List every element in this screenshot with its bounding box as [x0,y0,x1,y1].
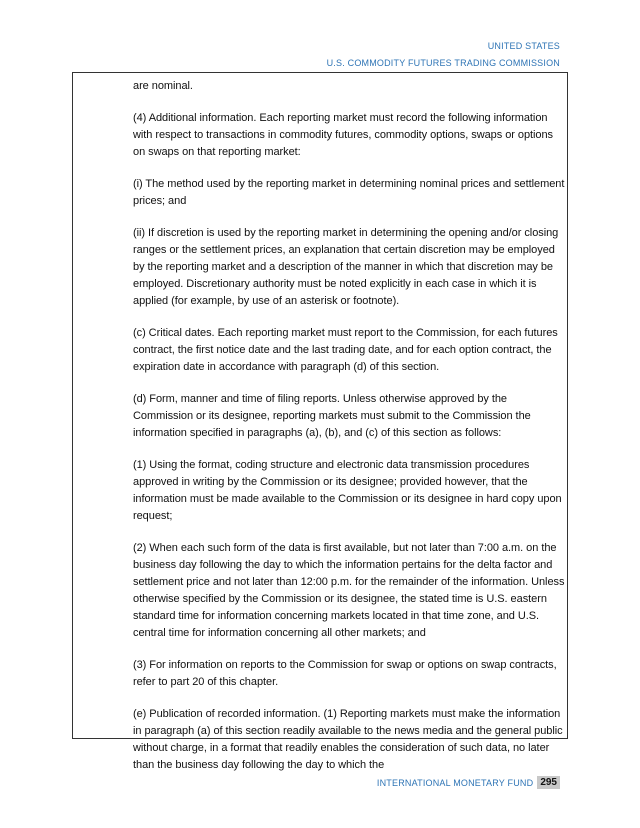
footer-publisher: INTERNATIONAL MONETARY FUND [376,777,534,788]
page-number: 295 [537,776,560,789]
paragraph: (d) Form, manner and time of filing reports. Unless otherwise approved by the Commission or its designee, reporting markets must submit to the Commission the information specified in paragraphs (a), (b), and (c) of this section as follows: [133,393,531,439]
page-footer [377,776,560,789]
paragraph: (1) Using the format, coding structure and electronic data transmission procedures approved in writing by the Commission or its designee; provided however, that the information must be made available to the Commission or its designee in hard copy upon request; [133,459,562,522]
header-country: UNITED STATES [487,41,560,51]
box-content [133,78,565,789]
paragraph: (e) Publication of recorded information. (1) Reporting markets must make the information in paragraph (a) of this section readily available to the news media and the general public without charge, in a format that readily enables the consideration of such data, no later than the business day following the day to which the [133,708,563,771]
paragraph: are nominal. [133,80,193,92]
paragraph: (3) For information on reports to the Commission for swap or options on swap contracts, refer to part 20 of this chapter. [133,659,557,688]
paragraph: (4) Additional information. Each reporting market must record the following information with respect to transactions in commodity futures, commodity options, swaps or options on swaps on that reporting market: [133,112,553,158]
text-box [72,72,568,771]
paragraph: (ii) If discretion is used by the reporting market in determining the opening and/or closing ranges or the settlement prices, an explanation that certain discretion may be employed by the reporting market and a description of the manner in which that discretion may be employed. Discretionary authority must be noted explicitly in each case in which it is applied (for example, by use of an asterisk or footnote). [133,227,559,307]
page-header [327,38,560,72]
header-agency: U.S. COMMODITY FUTURES TRADING COMMISSION [326,58,560,68]
paragraph: (2) When each such form of the data is first available, but not later than 7:00 a.m. on the business day following the day to which the information pertains for the delta factor and settlement price and not later than 12:00 p.m. for the remainder of the information. Unless otherwise specified by the Commission or its designee, the stated time is U.S. eastern standard time for information concerning markets located in that time zone, and U.S. central time for information concerning all other markets; and [133,542,565,639]
paragraph: (c) Critical dates. Each reporting market must report to the Commission, for each futures contract, the first notice date and the last trading date, and for each option contract, the expiration date in accordance with paragraph (d) of this section. [133,327,558,373]
paragraph: (i) The method used by the reporting market in determining nominal prices and settlement prices; and [133,178,565,207]
